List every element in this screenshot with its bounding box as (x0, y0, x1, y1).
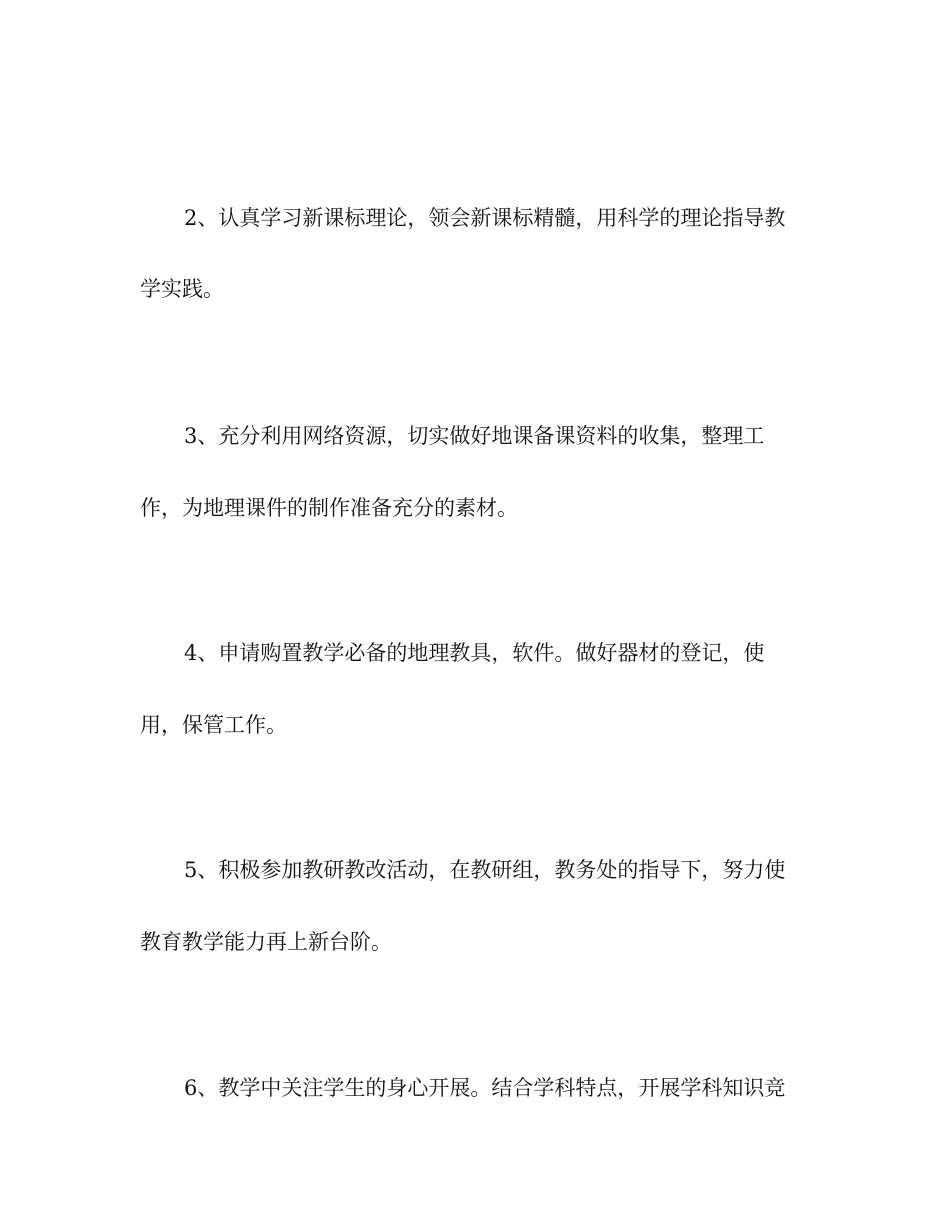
paragraph-line: 3、充分利用网络资源，切实做好地课备课资料的收集，整理工 (184, 424, 765, 448)
paragraph-line: 教育教学能力再上新台阶。 (140, 930, 392, 954)
paragraph-line: 作，为地理课件的制作准备充分的素材。 (140, 496, 518, 520)
paragraph-line: 4、申请购置教学必备的地理教具，软件。做好器材的登记，使 (184, 641, 765, 665)
paragraph-line: 5、积极参加教研教改活动，在教研组，教务处的指导下，努力使 (184, 858, 786, 882)
paragraph-line: 6、教学中关注学生的身心开展。结合学科特点，开展学科知识竞 (184, 1076, 786, 1100)
paragraph-line: 2、认真学习新课标理论，领会新课标精髓，用科学的理论指导教 (184, 206, 786, 230)
paragraph-line: 用，保管工作。 (140, 713, 287, 737)
paragraph-line: 学实践。 (140, 277, 224, 301)
